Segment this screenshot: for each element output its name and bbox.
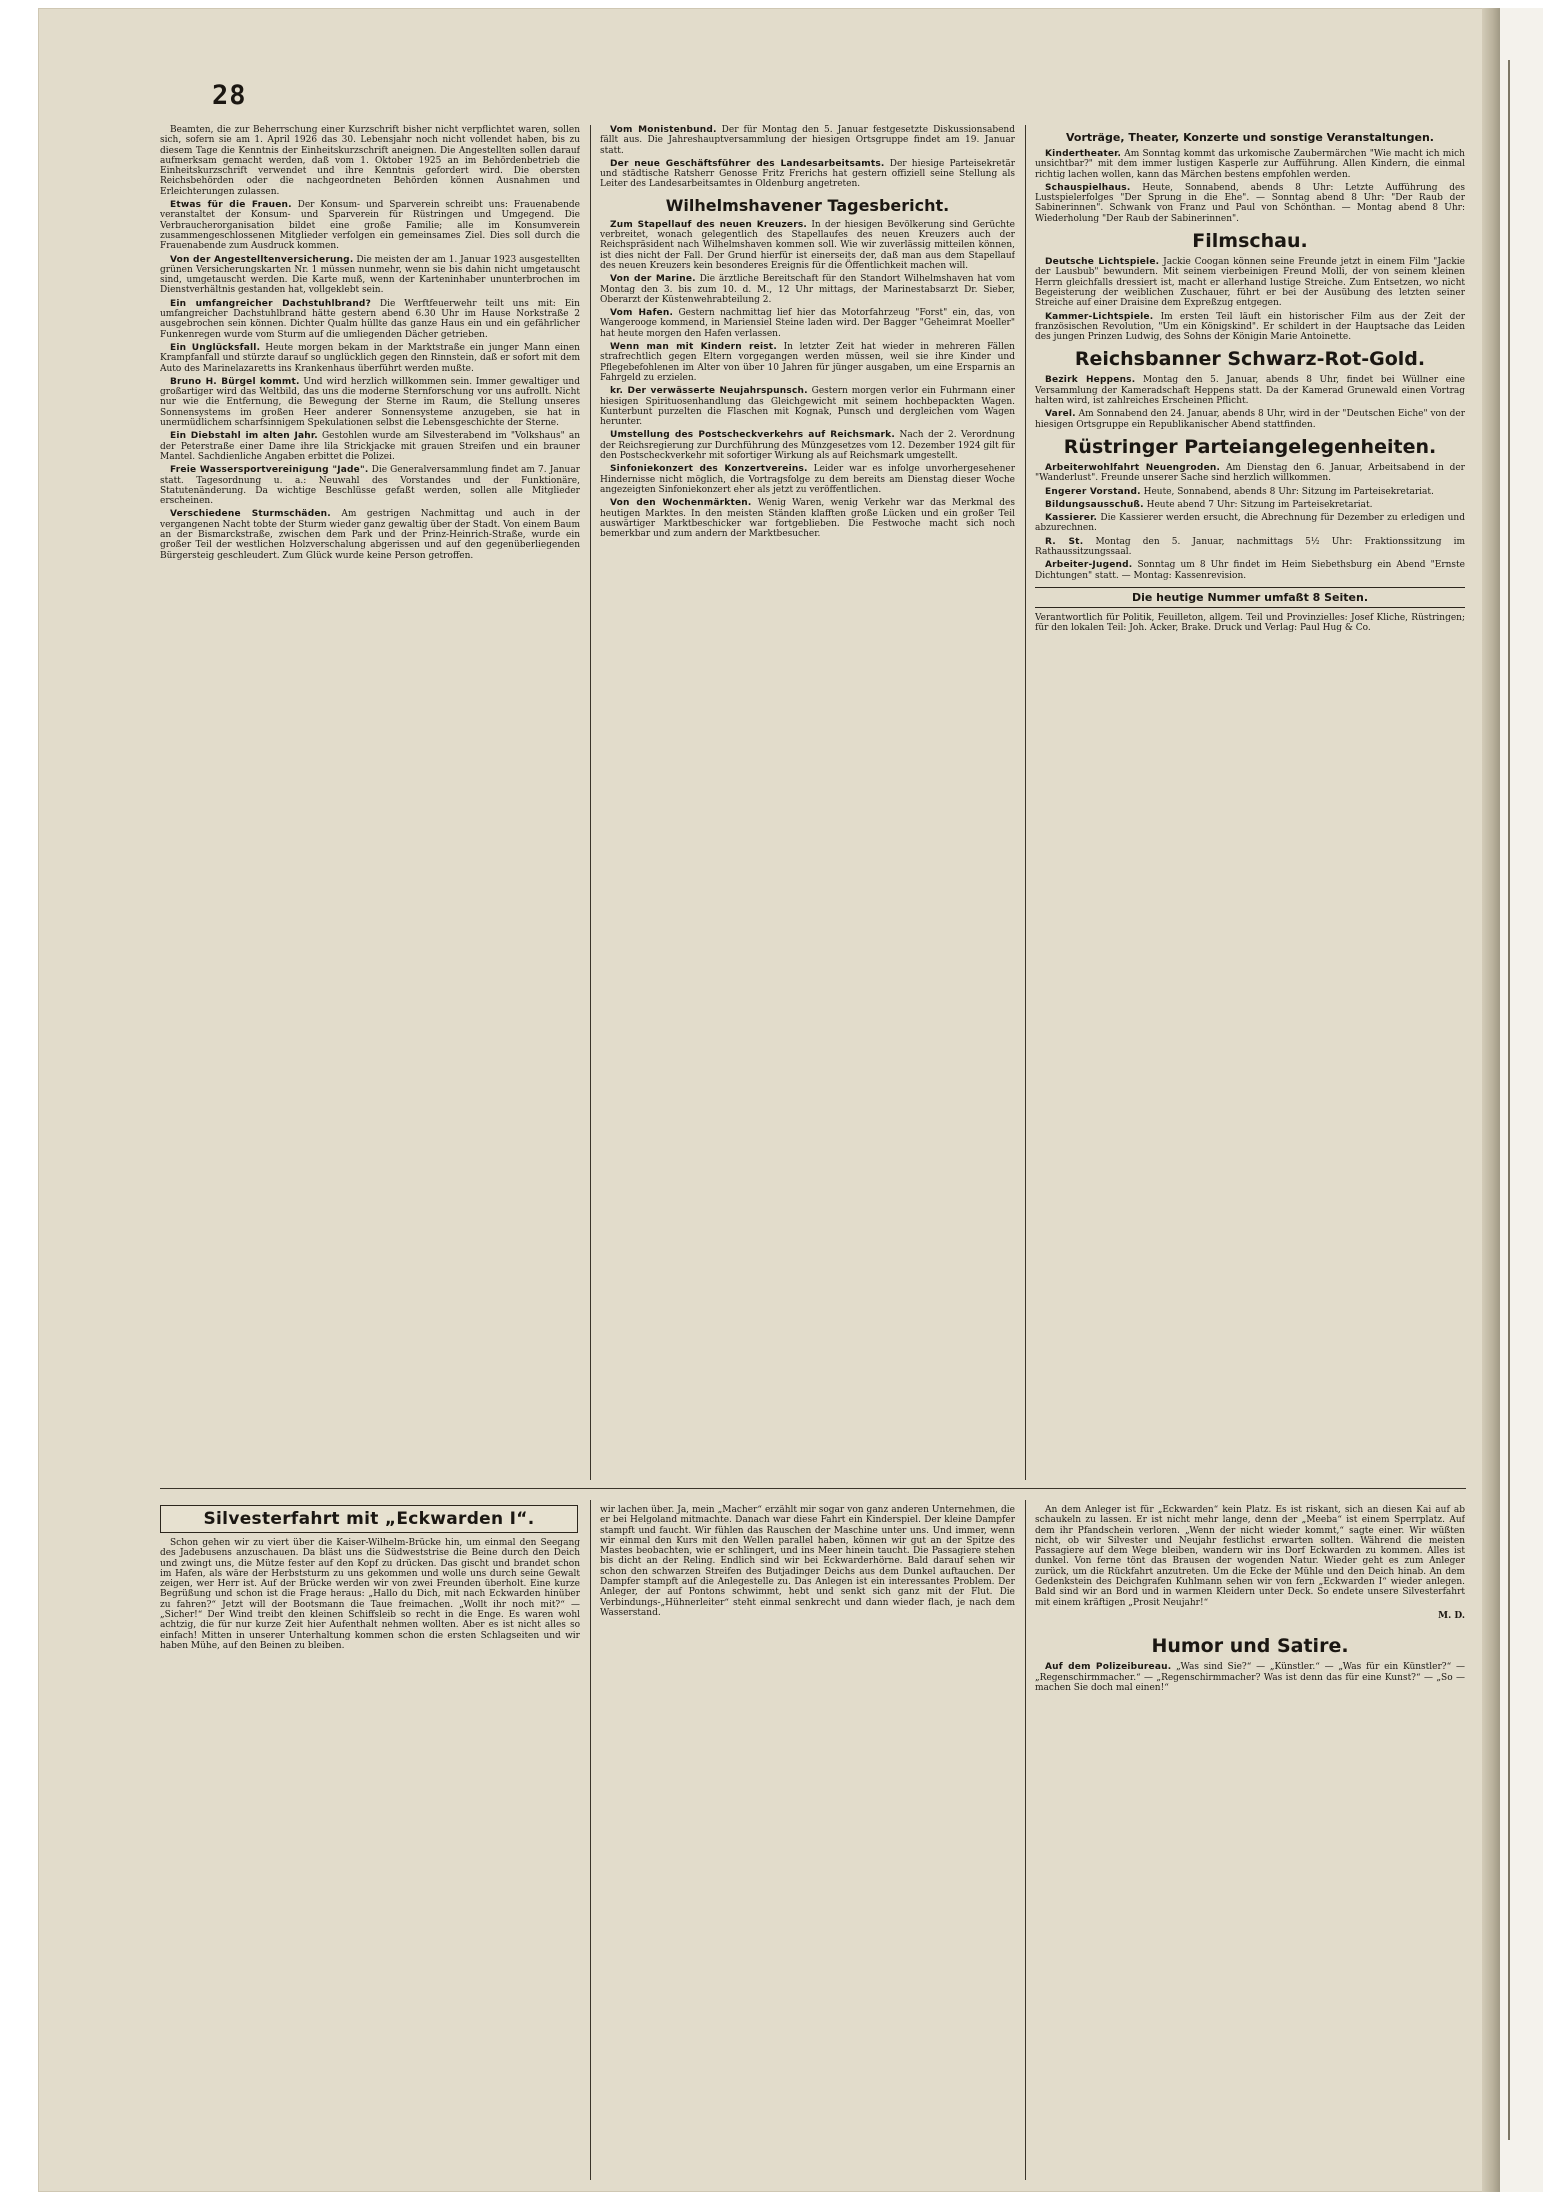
article-text: Der für Montag den 5. Januar festgesetzte Diskussionsabend fällt aus. Die Jahreshauptversammlung der hiesigen Ortsgruppe findet am 19. Januar statt. xyxy=(600,125,1015,156)
article-paragraph xyxy=(600,386,1015,427)
article-paragraph xyxy=(600,308,1015,339)
article-text: Der hiesige Parteisekretär und städtische Ratsherr Genosse Fritz Frerichs hat gestern offiziell seine Stellung als Leiter des Landesarbeitsamtes in Oldenburg angetreten. xyxy=(600,158,1015,190)
article-paragraph xyxy=(1035,487,1465,497)
article-lead: Der neue Geschäftsführer des Landesarbeitsamts. xyxy=(610,158,885,169)
article-text: Am Sonntag kommt das urkomische Zaubermärchen "Wie macht ich mich unsichtbar?" mit dem immer lustigen Kasperle zur Aufführung. Allen Kindern, die einmal richtig lachen wollen, kann das Märchen bestens empfohlen werden. xyxy=(1035,149,1465,180)
article-paragraph xyxy=(160,465,580,506)
article-paragraph xyxy=(1035,463,1465,484)
article-paragraph xyxy=(600,220,1015,271)
film-heading: Filmschau. xyxy=(1192,230,1308,253)
article-text: Heute, Sonnabend, abends 8 Uhr: Sitzung im Parteisekretariat. xyxy=(1143,486,1434,497)
article-text: In letzter Zeit hat wieder in mehreren Fällen strafrechtlich gegen Eltern vorgegangen werden müssen, weil sie ihre Kinder und Pflegebefohlenen im Alter von über 10 Jahren für jünger ausgaben, um eine Ersparnis an Fahrgeld zu erzielen. xyxy=(600,342,1015,383)
column-local-news xyxy=(160,125,580,1480)
article-lead: Ein umfangreicher Dachstuhlbrand? xyxy=(170,298,371,309)
article-lead: R. St. xyxy=(1045,536,1084,547)
article-text: Und wird herzlich willkommen sein. Immer gewaltiger und großartiger wird das Weltbild, das uns die moderne Sternforschung vor uns aufrollt. Nicht nur wie die Entfernung, die Bewegung der Sterne im Raum, die Stellung unseres Sonnensystems im großen Heer anderer Sonnensysteme anzugeben, sie hat in unermüdlichem scharfsinnigem Spekulationen selbst die Lebensgeschichte der Sterne. xyxy=(160,376,580,429)
article-text: Die ärztliche Bereitschaft für den Standort Wilhelmshaven hat vom Montag den 3. bis zum 10. d. M., 12 Uhr mittags, der Marinestabsarzt Dr. Sieber, Oberarzt der Küstenwehrabteilung 2. xyxy=(600,274,1015,305)
column-rule xyxy=(1025,125,1026,1480)
article-paragraph xyxy=(1035,375,1465,406)
article-paragraph xyxy=(600,498,1015,539)
article-text: Heute, Sonnabend, abends 8 Uhr: Letzte Aufführung des Lustspielerfolges "Der Sprung in die Ehe". — Sonntag abend 8 Uhr: "Der Raub der Sabinerinnen". Schwank von Franz und Paul von Schönthan. — Montag abend 8 Uhr: Wiederholung "Der Raub der Sabinerinnen". xyxy=(1035,182,1465,224)
feuilleton-text-a: Schon gehen wir zu viert über die Kaiser-Wilhelm-Brücke hin, um einmal den Seegang des Jadebusens anzuschauen. Da bläst uns die Südweststrise die Beine durch den Deich und zwingt uns, die Mütze fester auf den Kopf zu drücken. Das gischt und brandet schon im Hafen, als wäre der Herbststurm zu uns gekommen und wolle uns durch seine Gewalt zeigen, wer Herr ist. Auf der Brücke werden wir von zwei Freunden überholt. Eine kurze Begrüßung und schon ist die Frage heraus: „Hallo du Dich, mit nach Eckwarden hinüber zu fahren?“ Jetzt will der Bootsmann die Taue freimachen. „Wollt ihr noch mit?“ — „Sicher!“ Der Wind treibt den kleinen Schiffsleib so recht in die Enge. Es waren wohl achtzig, die für nur kurze Zeit hier Aufenthalt nehmen wollten. Aber es ist nicht alles so einfach! Mitten in unserer Unterhaltung kommen schon die ersten Schlagseiten und wir haben Mühe, auf den Beinen zu bleiben. xyxy=(160,1538,580,1651)
column-rule xyxy=(590,1500,591,2180)
article-lead: Kindertheater. xyxy=(1045,149,1122,159)
article-text: Heute morgen bekam in der Marktstraße ein junger Mann einen Krampfanfall und stürzte darauf so unglücklich gegen den Rinnstein, daß er sofort mit dem Auto des Marinelazaretts ins Krankenhaus überführt werden mußte. xyxy=(160,342,580,374)
feuilleton-column-c xyxy=(1035,1505,1465,2180)
article-text: Montag den 5. Januar, abends 8 Uhr, findet bei Wüllner eine Versammlung der Kameradschaft Heppens statt. Da der Kamerad Grunewald einen Vortrag halten wird, ist zahlreiches Erscheinen Pflicht. xyxy=(1035,375,1465,407)
article-text: Wenig Waren, wenig Verkehr war das Merkmal des heutigen Marktes. In den meisten Ständen klafften große Lücken und ein großer Teil auswärtiger Marktbeschicker war fortgeblieben. Die Festwoche macht sich noch bemerkbar und zum andern der Marktbesucher. xyxy=(600,498,1015,540)
article-paragraph xyxy=(1035,500,1465,510)
article-text: Sonntag um 8 Uhr findet im Heim Siebethsburg ein Abend "Ernste Dichtungen" statt. — Montag: Kassenrevision. xyxy=(1035,560,1465,581)
film-list xyxy=(1035,257,1465,342)
article-paragraph xyxy=(600,342,1015,383)
article-text: Nach der 2. Verordnung der Reichsregierung zur Durchführung des Münzgesetzes vom 12. Dezember 1924 gilt für den Postscheckverkehr mit sofortiger Wirkung als auf Reichsmark umgestellt. xyxy=(600,430,1015,462)
article-paragraph xyxy=(160,255,580,296)
article-text: Montag den 5. Januar, nachmittags 5½ Uhr: Fraktionssitzung im Rathaussitzungssaal. xyxy=(1035,536,1465,558)
tagesbericht-list xyxy=(600,220,1015,540)
article-paragraph xyxy=(160,299,580,340)
feuilleton-text-b: wir lachen über. Ja, mein „Macher“ erzählt mir sogar von ganz anderen Unternehmen, die er bei Helgoland mitmachte. Danach war diese Fahrt ein Kinderspiel. Der kleine Dampfer stampft und faucht. Wir fühlen das Rauschen der Maschine unter uns. Und immer, wenn wir einmal den Kurs mit den Wellen parallel haben, können wir gut an der Spitze des Mastes beobachten, wie er schlingert, und ins Meer hinein taucht. Die Passagiere stehen bis dicht an der Reling. Endlich sind wir bei Eckwarderhörne. Bald darauf sehen wir schon den schwarzen Streifen des Butjadinger Deichs aus dem Dunkel auftauchen. Der Dampfer stampft auf die Anlegestelle zu. Das Anlegen ist ein interessantes Problem. Der Anleger, der auf Pontons schwimmt, hebt und senkt sich ganz mit der Flut. Die Verbindungs-„Hühnerleiter“ steht einmal senkrecht und dann wieder flach, je nach dem Wasserstand. xyxy=(600,1505,1015,1618)
article-paragraph xyxy=(160,125,580,197)
section-rule xyxy=(160,1488,1466,1489)
article-paragraph xyxy=(600,159,1015,190)
article-lead: Von der Marine. xyxy=(610,274,696,285)
article-paragraph xyxy=(1035,183,1465,224)
article-paragraph xyxy=(600,430,1015,461)
article-paragraph xyxy=(160,377,580,428)
article-lead: Umstellung des Postscheckverkehrs auf Reichsmark. xyxy=(610,430,895,441)
humor-lead: Auf dem Polizeibureau. xyxy=(1045,1662,1172,1673)
column-wilhelmshaven xyxy=(600,125,1015,1480)
article-text: Die Kassierer werden ersucht, die Abrechnung für Dezember zu erledigen und abzurechnen. xyxy=(1035,513,1465,534)
article-lead: Zum Stapellauf des neuen Kreuzers. xyxy=(610,219,808,230)
article-lead: Von der Angestelltenversicherung. xyxy=(170,254,354,265)
article-lead: Arbeiter-Jugend. xyxy=(1045,560,1133,571)
article-paragraph xyxy=(1035,312,1465,343)
imprint: Verantwortlich für Politik, Feuilleton, allgem. Teil und Provinzielles: Josef Kliche, Rüstringen; für den lokalen Teil: Joh. Acker, Brake. Druck und Verlag: Paul Hug & Co. xyxy=(1035,612,1465,634)
article-text: Beamten, die zur Beherrschung einer Kurzschrift bisher nicht verpflichtet waren, sollen sich, sofern sie am 1. April 1926 das 30. Lebensjahr noch nicht vollendet haben, bis zu diesem Tage die Kenntnis der Einheitskurzschrift aneignen. Die Angestellten sollen darauf aufmerksam gemacht werden, daß vom 1. Oktober 1925 an im Behördenbetrieb die Einheitskurzschrift verwendet und ihre Kenntnis gefordert wird. Die obersten Reichsbehörden oder die nachgeordneten Behörden können Ausnahmen und Erleichterungen zulassen. xyxy=(160,125,580,197)
article-paragraph xyxy=(160,343,580,374)
article-lead: Schauspielhaus. xyxy=(1045,182,1131,193)
article-lead: Ein Unglücksfall. xyxy=(170,342,261,353)
article-paragraph xyxy=(1035,513,1465,534)
column-rule xyxy=(590,125,591,1480)
article-paragraph xyxy=(160,200,580,251)
article-lead: Kassierer. xyxy=(1045,513,1098,524)
page-edge-shadow xyxy=(1482,8,1500,2192)
feuilleton-column-a xyxy=(160,1538,580,2180)
article-lead: Engerer Vorstand. xyxy=(1045,486,1141,497)
party-heading: Rüstringer Parteiangelegenheiten. xyxy=(1063,435,1437,458)
article-text: In der hiesigen Bevölkerung sind Gerüchte verbreitet, wonach gelegentlich des Stapellaufes des neuen Kreuzers auch der Reichspräsident nach Wilhelmshaven kommen soll. Wie wir zuverlässig mitteilen können, ist dies nicht der Fall. Der Grund hierfür ist einerseits der, daß man aus dem Stapellauf des neuen Kreuzers kein besonderes Ereignis für die Öffentlichkeit machen will. xyxy=(600,219,1015,271)
reichsbanner-heading: Reichsbanner Schwarz-Rot-Gold. xyxy=(1074,348,1426,371)
feuilleton-title: Silvesterfahrt mit „Eckwarden I“. xyxy=(160,1505,578,1533)
article-lead: Freie Wassersportvereinigung "Jade". xyxy=(170,465,369,476)
column-rule xyxy=(1025,1500,1026,2180)
article-lead: Deutsche Lichtspiele. xyxy=(1045,257,1160,268)
reichsbanner-list xyxy=(1035,375,1465,429)
article-lead: Arbeiterwohlfahrt Neuengroden. xyxy=(1045,462,1221,473)
article-lead: kr. Der verwässerte Neujahrspunsch. xyxy=(610,386,808,397)
article-text: Am gestrigen Nachmittag und auch in der vergangenen Nacht tobte der Sturm wieder ganz gewaltig über der Stadt. Von einem Baum an der Bismarckstraße, zwischen dem Park und der Prinz-Heinrich-Straße, wurde ein großer Teil der westlichen Holzverschalung abgerissen und auf den gegenüberliegenden Bürgersteig geschleudert. Zum Glück wurde keine Person getroffen. xyxy=(160,509,580,561)
article-lead: Von den Wochenmärkten. xyxy=(610,498,752,509)
events-list xyxy=(1035,149,1465,224)
article-lead: Bildungsausschuß. xyxy=(1045,499,1144,510)
article-paragraph xyxy=(600,125,1015,156)
section-title-tagesbericht: Wilhelmshavener Tagesbericht. xyxy=(665,195,950,215)
party-list xyxy=(1035,463,1465,581)
article-text: Die meisten der am 1. Januar 1923 ausgestellten grünen Versicherungskarten Nr. 1 müssen nunmehr, wenn sie bis dahin nicht umgetauscht sind, umgetauscht werden. Die Karte muß, wenn der Karteninhaber ununterbrochen im Dienstverhältnis gestanden hat, vollgeklebt sein. xyxy=(160,254,580,296)
article-paragraph xyxy=(1035,409,1465,430)
article-paragraph xyxy=(1035,257,1465,308)
article-lead: Verschiedene Sturmschäden. xyxy=(170,509,331,520)
article-text: Jackie Coogan können seine Freunde jetzt in einem Film "Jackie der Lausbub" bewundern. Mit seinem vierbeinigen Freund Molli, der von seinem kleinen Herrn gleichfalls dressiert ist, macht er allerhand lustige Streiche. Zum Entsetzen, wo nicht Begeisterung der weiblichen Zuschauer, führt er bei der Ausübung des letzten seiner Streiche auf einer Draisine dem Expreßzug entgegen. xyxy=(1035,257,1465,309)
article-text: Gestohlen wurde am Silvesterabend im "Volkshaus" an der Peterstraße einer Dame ihre lila Strickjacke mit grauen Streifen und ein brauner Mantel. Sachdienliche Angaben erbittet die Polizei. xyxy=(160,431,580,462)
article-paragraph xyxy=(1035,149,1465,180)
article-lead: Etwas für die Frauen. xyxy=(170,200,292,211)
local-news-list xyxy=(160,125,580,561)
humor-heading: Humor und Satire. xyxy=(1151,1635,1349,1658)
article-paragraph xyxy=(600,464,1015,495)
article-text: Im ersten Teil läuft ein historischer Film aus der Zeit der französischen Revolution, "Um ein Königskind". Er schildert in der Hauptsache das Leiden des jungen Prinzen Ludwig, des Sohns der Königin Marie Antoinette. xyxy=(1035,311,1465,343)
humor-text: „Was sind Sie?“ — „Künstler.“ — „Was für ein Künstler?“ — „Regenschirmmacher.“ — „Regenschirmmacher? Was ist denn das für eine Kunst?“ — „So — machen Sie doch mal einen!“ xyxy=(1035,1662,1465,1693)
article-paragraph xyxy=(1035,560,1465,581)
article-lead: Bruno H. Bürgel kommt. xyxy=(170,376,300,387)
article-text: Gestern morgen verlor ein Fuhrmann einer hiesigen Spirituosenhandlung das Gleichgewicht mit seinem hochbepackten Wagen. Kunterbunt purzelten die Flaschen mit Kognak, Punsch und dergleichen vom Wagen herunter. xyxy=(600,386,1015,428)
article-text: Am Sonnabend den 24. Januar, abends 8 Uhr, wird in der "Deutschen Eiche" von der hiesigen Ortsgruppe ein Republikanischer Abend stattfinden. xyxy=(1035,409,1465,430)
feuilleton-text-c: An dem Anleger ist für „Eckwarden“ kein Platz. Es ist riskant, sich an diesen Kai auf ab schaukeln zu lassen. Er ist nicht mehr lange, denn der „Meeba“ ist einem Sperrplatz. Auf dem ihr Pfandschein verloren. „Wenn der nicht wieder kommt,“ sagte einer. Wir wüßten nicht, ob wir Silvester und Neujahr festlichst erwarten sollten. Während die meisten Passagiere auf dem Wege bleiben, wandern wir ins Dorf Eckwarden zu kommen. Alles ist dunkel. Von ferne tönt das Brausen der wogenden Natur. Wieder geht es zum Anleger zurück, um die Rückfahrt anzutreten. Um die Ecke der Mühle und den Deich hinab. An dem Gedenkstein des Deichgrafen Kuhlmann sehen wir von fern „Eckwarden I“ wieder anlegen. Bald sind wir an Bord und in warmen Kleidern unter Deck. So endete unsere Silvesterfahrt mit einem kräftigen „Prosit Neujahr!“ xyxy=(1035,1505,1465,1608)
scan-margin xyxy=(1500,8,1543,2192)
scan-fold-line xyxy=(1508,60,1510,2140)
article-text: Gestern nachmittag lief hier das Motorfahrzeug "Forst" ein, das, von Wangerooge kommend, in Mariensiel Steine laden wird. Der Bagger "Geheimrat Moeller" hat heute morgen den Hafen verlassen. xyxy=(600,308,1015,339)
article-paragraph xyxy=(160,431,580,462)
column-events xyxy=(1035,125,1465,1480)
events-heading: Vorträge, Theater, Konzerte und sonstige Veranstaltungen. xyxy=(1065,131,1434,144)
article-text: Die Generalversammlung findet am 7. Januar statt. Tagesordnung u. a.: Neuwahl des Vorstandes und der Funktionäre, Statutenänderung. Da wichtige Beschlüsse gefaßt werden, sollen alle Mitglieder erscheinen. xyxy=(160,465,580,507)
article-text: Am Dienstag den 6. Januar, Arbeitsabend in der "Wanderlust". Freunde unserer Sache sind herzlich willkommen. xyxy=(1035,462,1465,484)
issue-note: Die heutige Nummer umfaßt 8 Seiten. xyxy=(1035,587,1465,608)
article-lead: Kammer-Lichtspiele. xyxy=(1045,311,1154,322)
article-lead: Ein Diebstahl im alten Jahr. xyxy=(170,431,318,442)
page-number: 28 xyxy=(212,80,247,111)
article-text: Die Werftfeuerwehr teilt uns mit: Ein umfangreicher Dachstuhlbrand hätte gestern abend 6.30 Uhr im Hause Norkstraße 2 ausgebrochen sein können. Dichter Qualm hüllte das ganze Haus ein und ein gefährlicher Funkenregen wurde vom Sturm auf die umliegenden Dächer getrieben. xyxy=(160,298,580,340)
article-text: Heute abend 7 Uhr: Sitzung im Parteisekretariat. xyxy=(1146,499,1373,510)
feuilleton-signature: M. D. xyxy=(1438,1610,1465,1621)
article-paragraph xyxy=(1035,537,1465,558)
article-text: Der Konsum- und Sparverein schreibt uns: Frauenabende veranstaltet der Konsum- und Sparverein für Rüstringen und Umgegend. Die Verbraucherorganisation bildet eine große Familie; alle im Konsumverein zusammengeschlossenen Mitglieder verfolgen ein gemeinsames Ziel. Dies soll durch die Frauenabende zum Ausdruck kommen. xyxy=(160,200,580,252)
article-paragraph xyxy=(600,274,1015,305)
article-lead: Sinfoniekonzert des Konzertvereins. xyxy=(610,464,808,475)
article-paragraph xyxy=(160,509,580,560)
article-text: Leider war es infolge unvorhergesehener Hindernisse nicht möglich, die Vortragsfolge zu dem bereits am Dienstag dieser Woche angezeigten Sinfoniekonzert eher als jetzt zu veröffentlichen. xyxy=(600,464,1015,495)
article-lead: Varel. xyxy=(1045,409,1076,420)
notices-list xyxy=(600,125,1015,190)
article-lead: Wenn man mit Kindern reist. xyxy=(610,342,777,353)
article-lead: Bezirk Heppens. xyxy=(1045,375,1136,386)
feuilleton-column-b xyxy=(600,1505,1015,2180)
article-lead: Vom Monistenbund. xyxy=(610,125,717,135)
article-lead: Vom Hafen. xyxy=(610,308,674,319)
